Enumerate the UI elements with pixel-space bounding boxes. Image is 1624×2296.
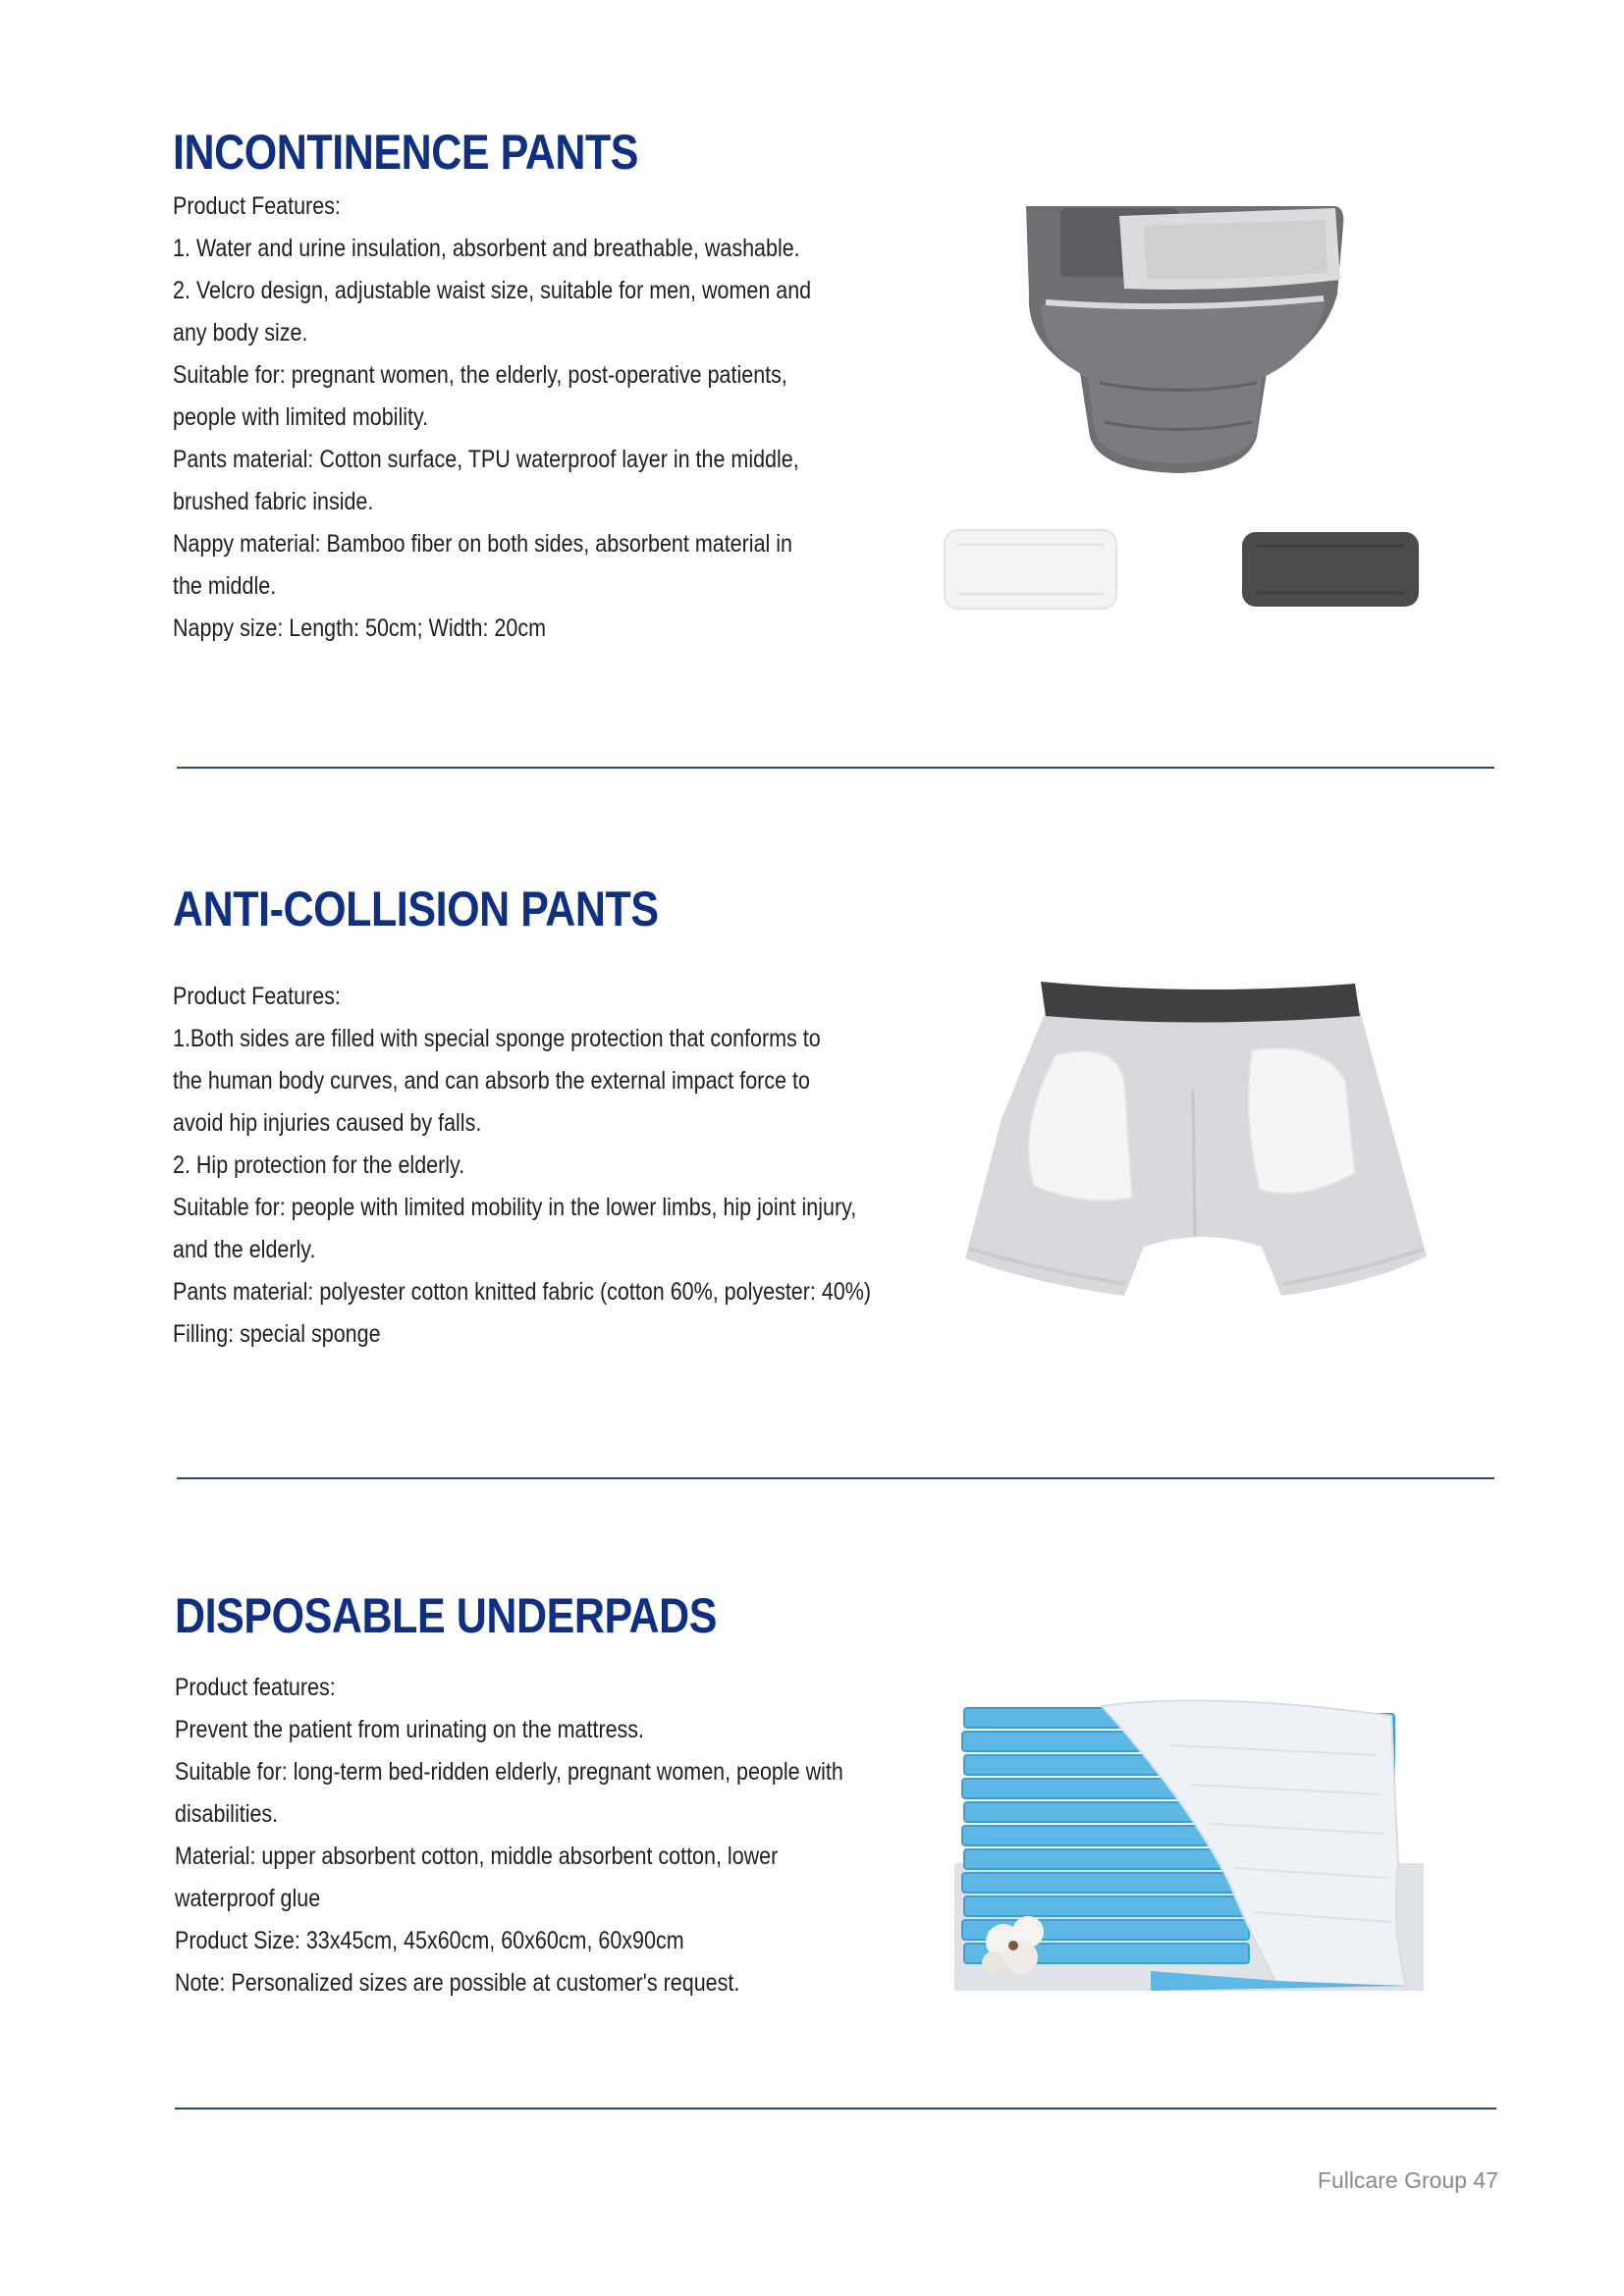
text-line: avoid hip injuries caused by falls.: [173, 1109, 482, 1137]
section-divider: [177, 1477, 1494, 1479]
section-title: DISPOSABLE UNDERPADS: [175, 1588, 718, 1643]
product-features-text: [173, 186, 865, 650]
text-line: Nappy material: Bamboo fiber on both sides, absorbent material in: [173, 530, 793, 558]
text-line: 1.Both sides are filled with special sponge protection that conforms to: [173, 1025, 821, 1052]
text-line: and the elderly.: [173, 1236, 316, 1263]
text-line: 2. Hip protection for the elderly.: [173, 1151, 465, 1179]
text-line: the middle.: [173, 572, 277, 600]
text-line: Pants material: polyester cotton knitted fabric (cotton 60%, polyester: 40%): [173, 1278, 872, 1306]
page-footer: Fullcare Group 47: [1317, 2167, 1498, 2193]
product-features-text: [175, 1667, 867, 2004]
text-line: any body size.: [173, 319, 308, 347]
incontinence-pants-image: [933, 187, 1443, 628]
text-line: Suitable for: pregnant women, the elderly, post-operative patients,: [173, 361, 787, 389]
section-divider: [177, 767, 1494, 769]
section-title: ANTI-COLLISION PANTS: [173, 881, 659, 936]
disposable-underpads-image: [954, 1686, 1424, 1991]
text-line: Suitable for: long-term bed-ridden elderly, pregnant women, people with: [175, 1758, 843, 1786]
section-divider: [175, 2108, 1496, 2109]
text-line: Product features:: [175, 1674, 336, 1701]
product-features-text: [173, 976, 872, 1356]
text-line: Prevent the patient from urinating on the mattress.: [175, 1716, 645, 1743]
text-line: disabilities.: [175, 1800, 279, 1828]
text-line: the human body curves, and can absorb the external impact force to: [173, 1067, 810, 1095]
text-line: brushed fabric inside.: [173, 488, 374, 515]
text-line: Suitable for: people with limited mobility in the lower limbs, hip joint injury,: [173, 1194, 857, 1221]
section-title: INCONTINENCE PANTS: [173, 125, 639, 180]
text-line: 1. Water and urine insulation, absorbent and breathable, washable.: [173, 235, 800, 262]
text-line: Pants material: Cotton surface, TPU waterproof layer in the middle,: [173, 446, 799, 473]
text-line: Product Size: 33x45cm, 45x60cm, 60x60cm, 60x90cm: [175, 1927, 684, 1954]
text-line: Material: upper absorbent cotton, middle absorbent cotton, lower: [175, 1842, 779, 1870]
text-line: 2. Velcro design, adjustable waist size, suitable for men, women and: [173, 277, 812, 304]
text-line: Product Features:: [173, 983, 341, 1010]
text-line: Nappy size: Length: 50cm; Width: 20cm: [173, 614, 547, 642]
text-line: waterproof glue: [175, 1885, 321, 1912]
text-line: Filling: special sponge: [173, 1320, 381, 1348]
anti-collision-pants-image: [957, 972, 1434, 1310]
text-line: Note: Personalized sizes are possible at customer's request.: [175, 1969, 740, 1997]
text-line: Product Features:: [173, 192, 341, 220]
text-line: people with limited mobility.: [173, 403, 429, 431]
